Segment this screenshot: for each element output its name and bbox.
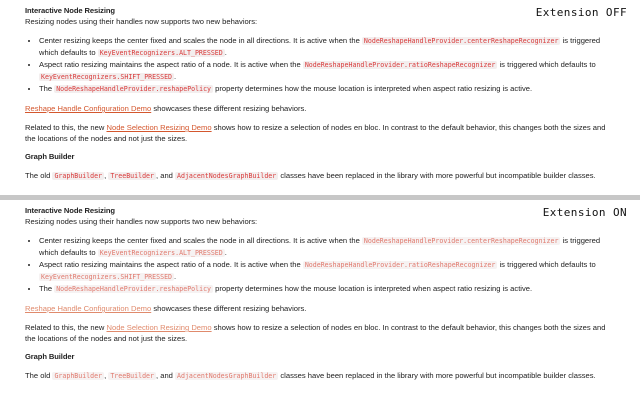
code-tree-builder: TreeBuilder	[110, 372, 154, 380]
code-reshape-policy: NodeReshapeHandleProvider.reshapePolicy	[56, 285, 212, 293]
builder-paragraph: The old GraphBuilder , TreeBuilder , and AdjacentNodesGraphBuilder classes have been replaced in the library with more powerful but incompatible builder classes.	[25, 371, 596, 380]
list-item: • The NodeReshapeHandleProvider.reshapePolicy property determines how the mouse location is interpreted when aspect ratio resizing is active.	[39, 283, 617, 295]
related-paragraph: Related to this, the new Node Selection Resizing Demo shows how to resize a selection of nodes en bloc. In contrast to the default behavior, this changes both the sizes and the locations of the nodes and not just the sizes.	[25, 123, 606, 143]
code-reshape-policy: NodeReshapeHandleProvider.reshapePolicy	[56, 85, 212, 93]
release-notes-content	[25, 205, 617, 382]
section-heading-node-resizing: Interactive Node Resizing	[25, 6, 115, 15]
extension-status-label: Extension ON	[542, 206, 627, 219]
code-tree-builder: TreeBuilder	[110, 172, 154, 180]
related-paragraph: Related to this, the new Node Selection Resizing Demo shows how to resize a selection of nodes en bloc. In contrast to the default behavior, this changes both the sizes and the locations of the nodes and not just the sizes.	[25, 323, 606, 343]
intro-text: Resizing nodes using their handles now supports two new behaviors:	[25, 217, 258, 226]
intro-text: Resizing nodes using their handles now supports two new behaviors:	[25, 17, 258, 26]
section-heading-node-resizing: Interactive Node Resizing	[25, 206, 115, 215]
code-ratio-recognizer: NodeReshapeHandleProvider.ratioReshapeRecognizer	[304, 61, 496, 69]
builder-paragraph: The old GraphBuilder , TreeBuilder , and AdjacentNodesGraphBuilder classes have been replaced in the library with more powerful but incompatible builder classes.	[25, 171, 596, 180]
behavior-list	[25, 235, 617, 295]
demo-paragraph: Reshape Handle Configuration Demo showcases these different resizing behaviors.	[25, 304, 307, 313]
list-item: • Aspect ratio resizing maintains the aspect ratio of a node. It is active when the NodeReshapeHandleProvider.ratioReshapeRecognizer is triggered which defaults to KeyEventRecognizers.SHIFT_PRESSED .	[39, 59, 617, 83]
node-selection-resizing-demo-link[interactable]: Node Selection Resizing Demo	[106, 123, 212, 132]
code-shift-pressed: KeyEventRecognizers.SHIFT_PRESSED	[41, 273, 173, 281]
code-adjacent-nodes-graph-builder: AdjacentNodesGraphBuilder	[177, 372, 277, 380]
behavior-list	[25, 35, 617, 95]
list-item: • Center resizing keeps the center fixed and scales the node in all directions. It is active when the NodeReshapeHandleProvider.centerReshapeRecognizer is triggered which defaults to KeyEventRecognizers.ALT_PRESSED .	[39, 235, 617, 259]
extension-on-panel	[0, 200, 640, 400]
release-notes-content	[25, 5, 617, 182]
code-center-recognizer: NodeReshapeHandleProvider.centerReshapeRecognizer	[363, 237, 559, 245]
list-item: • The NodeReshapeHandleProvider.reshapePolicy property determines how the mouse location is interpreted when aspect ratio resizing is active.	[39, 83, 617, 95]
code-center-recognizer: NodeReshapeHandleProvider.centerReshapeRecognizer	[363, 37, 559, 45]
list-item: • Aspect ratio resizing maintains the aspect ratio of a node. It is active when the NodeReshapeHandleProvider.ratioReshapeRecognizer is triggered which defaults to KeyEventRecognizers.SHIFT_PRESSED .	[39, 259, 617, 283]
extension-status-label: Extension OFF	[535, 6, 627, 19]
code-graph-builder: GraphBuilder	[54, 372, 103, 380]
reshape-handle-demo-link[interactable]: Reshape Handle Configuration Demo	[25, 104, 152, 113]
code-alt-pressed: KeyEventRecognizers.ALT_PRESSED	[99, 249, 223, 257]
code-alt-pressed: KeyEventRecognizers.ALT_PRESSED	[99, 49, 223, 57]
code-adjacent-nodes-graph-builder: AdjacentNodesGraphBuilder	[177, 172, 277, 180]
extension-off-panel	[0, 0, 640, 195]
section-heading-graph-builder: Graph Builder	[25, 352, 75, 361]
demo-paragraph: Reshape Handle Configuration Demo showcases these different resizing behaviors.	[25, 104, 307, 113]
section-heading-graph-builder: Graph Builder	[25, 152, 75, 161]
node-selection-resizing-demo-link[interactable]: Node Selection Resizing Demo	[106, 323, 212, 332]
code-ratio-recognizer: NodeReshapeHandleProvider.ratioReshapeRecognizer	[304, 261, 496, 269]
code-shift-pressed: KeyEventRecognizers.SHIFT_PRESSED	[41, 73, 173, 81]
code-graph-builder: GraphBuilder	[54, 172, 103, 180]
list-item: • Center resizing keeps the center fixed and scales the node in all directions. It is active when the NodeReshapeHandleProvider.centerReshapeRecognizer is triggered which defaults to KeyEventRecognizers.ALT_PRESSED .	[39, 35, 617, 59]
reshape-handle-demo-link[interactable]: Reshape Handle Configuration Demo	[25, 304, 152, 313]
